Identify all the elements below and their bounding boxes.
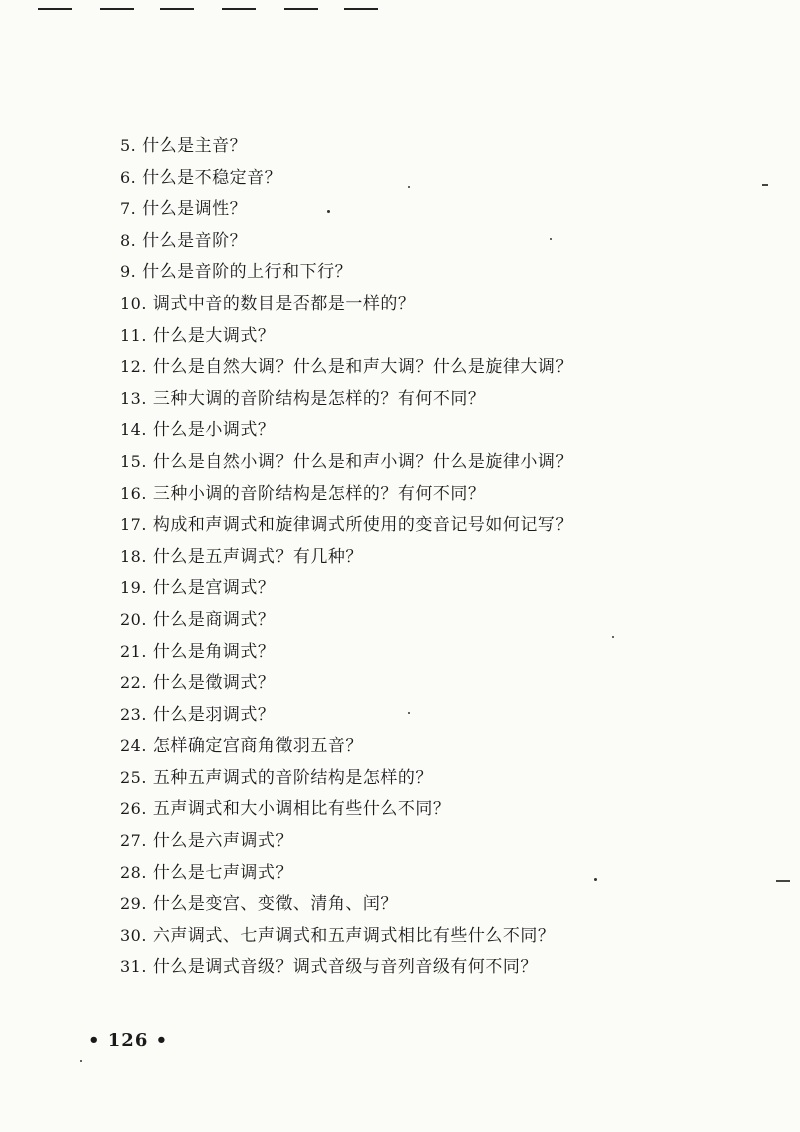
list-item xyxy=(120,572,740,604)
question-text: 五种五声调式的音阶结构是怎样的？ xyxy=(152,767,433,788)
question-number: 21. xyxy=(120,641,147,661)
question-number: 9. xyxy=(120,262,137,282)
question-number: 11. xyxy=(120,325,147,345)
list-item xyxy=(120,351,740,383)
question-number: 27. xyxy=(120,831,147,851)
list-item xyxy=(120,446,740,478)
question-text: 什么是音阶？ xyxy=(142,230,248,251)
question-text: 三种小调的音阶结构是怎样的？有何不同？ xyxy=(152,483,486,504)
question-text: 什么是调性？ xyxy=(142,199,248,220)
question-text: 什么是商调式？ xyxy=(152,609,276,630)
top-rule xyxy=(284,8,318,10)
list-item xyxy=(120,288,740,320)
question-number: 31. xyxy=(120,957,147,977)
question-number: 8. xyxy=(120,230,137,250)
question-number: 25. xyxy=(120,767,147,787)
question-text: 什么是变宫、变徵、清角、闰？ xyxy=(152,894,398,915)
question-text: 什么是角调式？ xyxy=(152,641,276,662)
list-item xyxy=(120,793,740,825)
list-item xyxy=(120,541,740,573)
question-text: 什么是小调式？ xyxy=(152,420,276,441)
question-number: 24. xyxy=(120,736,147,756)
question-text: 什么是六声调式？ xyxy=(152,831,293,852)
question-number: 19. xyxy=(120,578,147,598)
list-item xyxy=(120,256,740,288)
list-item xyxy=(120,225,740,257)
question-number: 20. xyxy=(120,609,147,629)
list-item xyxy=(120,414,740,446)
page-number: • 126 • xyxy=(88,1030,169,1051)
list-item xyxy=(120,193,740,225)
edge-mark xyxy=(776,880,790,882)
list-item xyxy=(120,699,740,731)
list-item xyxy=(120,888,740,920)
question-number: 18. xyxy=(120,546,147,566)
question-text: 什么是宫调式？ xyxy=(152,578,276,599)
list-item xyxy=(120,383,740,415)
question-text: 什么是主音？ xyxy=(142,136,248,156)
question-number: 26. xyxy=(120,799,147,819)
question-number: 14. xyxy=(120,420,147,440)
list-item xyxy=(120,825,740,857)
list-item xyxy=(120,762,740,794)
top-rule xyxy=(344,8,378,10)
question-number: 29. xyxy=(120,894,147,914)
question-number: 7. xyxy=(120,199,137,219)
question-text: 什么是七声调式？ xyxy=(152,862,293,883)
list-item xyxy=(120,667,740,699)
list-item xyxy=(120,857,740,889)
top-rule xyxy=(38,8,72,10)
question-number: 17. xyxy=(120,515,147,535)
question-number: 15. xyxy=(120,451,147,471)
question-number: 30. xyxy=(120,925,147,945)
question-number: 6. xyxy=(120,167,137,187)
question-text: 调式中音的数目是否都是一样的？ xyxy=(152,293,416,314)
question-number: 12. xyxy=(120,357,147,377)
question-text: 三种大调的音阶结构是怎样的？有何不同？ xyxy=(152,388,486,409)
list-item xyxy=(120,604,740,636)
list-item xyxy=(120,730,740,762)
question-text: 什么是自然小调？什么是和声小调？什么是旋律小调？ xyxy=(152,451,573,472)
question-number: 22. xyxy=(120,673,147,693)
scan-speck xyxy=(80,1060,82,1062)
top-rule xyxy=(222,8,256,10)
question-text: 六声调式、七声调式和五声调式相比有些什么不同？ xyxy=(152,925,556,946)
question-text: 什么是不稳定音？ xyxy=(142,167,283,188)
list-item xyxy=(120,951,740,983)
question-text: 五声调式和大小调相比有些什么不同？ xyxy=(152,799,451,820)
list-item xyxy=(120,130,740,162)
question-number: 23. xyxy=(120,704,147,724)
question-text: 怎样确定宫商角徵羽五音？ xyxy=(152,736,363,757)
list-item xyxy=(120,162,740,194)
question-number: 10. xyxy=(120,293,147,313)
list-item xyxy=(120,920,740,952)
question-text: 什么是调式音级？调式音级与音列音级有何不同？ xyxy=(152,957,538,978)
question-number: 13. xyxy=(120,388,147,408)
question-text: 什么是徵调式？ xyxy=(152,673,276,694)
question-text: 什么是五声调式？有几种？ xyxy=(152,546,363,567)
question-text: 什么是羽调式？ xyxy=(152,704,276,725)
question-number: 16. xyxy=(120,483,147,503)
question-text: 什么是音阶的上行和下行？ xyxy=(142,262,353,283)
question-text: 构成和声调式和旋律调式所使用的变音记号如何记写？ xyxy=(152,515,573,536)
list-item xyxy=(120,509,740,541)
question-number: 28. xyxy=(120,862,147,882)
list-item xyxy=(120,636,740,668)
top-rule xyxy=(160,8,194,10)
list-item xyxy=(120,320,740,352)
question-text: 什么是自然大调？什么是和声大调？什么是旋律大调？ xyxy=(152,357,573,378)
question-text: 什么是大调式？ xyxy=(152,325,276,346)
edge-mark xyxy=(762,184,768,186)
list-item xyxy=(120,478,740,510)
question-list xyxy=(120,130,740,983)
top-rule xyxy=(100,8,134,10)
question-number: 5. xyxy=(120,136,137,155)
